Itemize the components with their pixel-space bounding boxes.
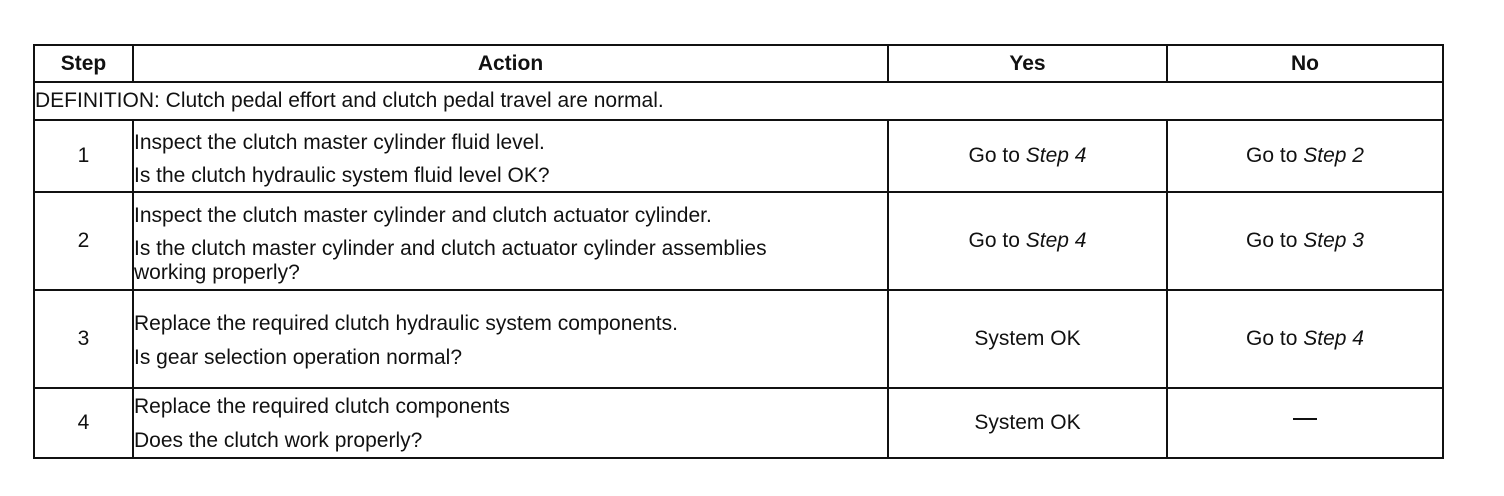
yes-cell [888, 192, 1167, 290]
table-row [34, 120, 1443, 192]
definition-row [34, 82, 1443, 120]
header-action: Action [133, 45, 888, 82]
action-instruction: Replace the required clutch components [134, 395, 510, 418]
yes-prefix: System OK [974, 411, 1081, 434]
no-prefix: Go to [1246, 327, 1304, 350]
no-cell [1167, 290, 1443, 388]
yes-step-ref: Step 4 [1025, 229, 1087, 252]
action-cell [133, 290, 888, 388]
action-question: Is the clutch hydraulic system fluid level OK? [134, 163, 550, 187]
no-step-ref: Step 3 [1303, 229, 1364, 252]
table-row [34, 388, 1443, 458]
header-yes: Yes [888, 45, 1167, 82]
action-question: Is the clutch master cylinder and clutch actuator cylinder assemblies working properly? [134, 236, 767, 284]
not-applicable-dash [1293, 418, 1317, 420]
action-instruction: Inspect the clutch master cylinder fluid level. [134, 130, 545, 154]
step-number: 3 [34, 290, 133, 388]
no-prefix: Go to [1246, 144, 1304, 167]
step-number: 1 [34, 120, 133, 192]
action-question: Is gear selection operation normal? [134, 346, 463, 369]
table-row [34, 192, 1443, 290]
yes-cell [888, 290, 1167, 388]
diagnostic-table [33, 44, 1444, 459]
header-row [34, 45, 1443, 82]
step-number: 2 [34, 192, 133, 290]
no-step-ref: Step 2 [1303, 144, 1364, 167]
step-number: 4 [34, 388, 133, 458]
no-cell [1167, 120, 1443, 192]
header-step: Step [34, 45, 133, 82]
action-cell [133, 192, 888, 290]
table-row [34, 290, 1443, 388]
no-step-ref: Step 4 [1303, 327, 1364, 350]
no-cell [1167, 192, 1443, 290]
no-prefix: Go to [1246, 229, 1304, 252]
action-cell [133, 120, 888, 192]
action-instruction: Replace the required clutch hydraulic system components. [134, 312, 678, 335]
yes-prefix: Go to [968, 229, 1026, 252]
yes-cell [888, 388, 1167, 458]
action-instruction: Inspect the clutch master cylinder and clutch actuator cylinder. [134, 203, 712, 227]
definition-text: DEFINITION: Clutch pedal effort and clutch pedal travel are normal. [34, 82, 1443, 120]
no-cell [1167, 388, 1443, 458]
action-cell [133, 388, 888, 458]
yes-step-ref: Step 4 [1025, 144, 1087, 167]
action-question: Does the clutch work properly? [134, 429, 423, 452]
header-no: No [1167, 45, 1443, 82]
yes-prefix: System OK [974, 327, 1081, 350]
yes-cell [888, 120, 1167, 192]
yes-prefix: Go to [968, 144, 1026, 167]
